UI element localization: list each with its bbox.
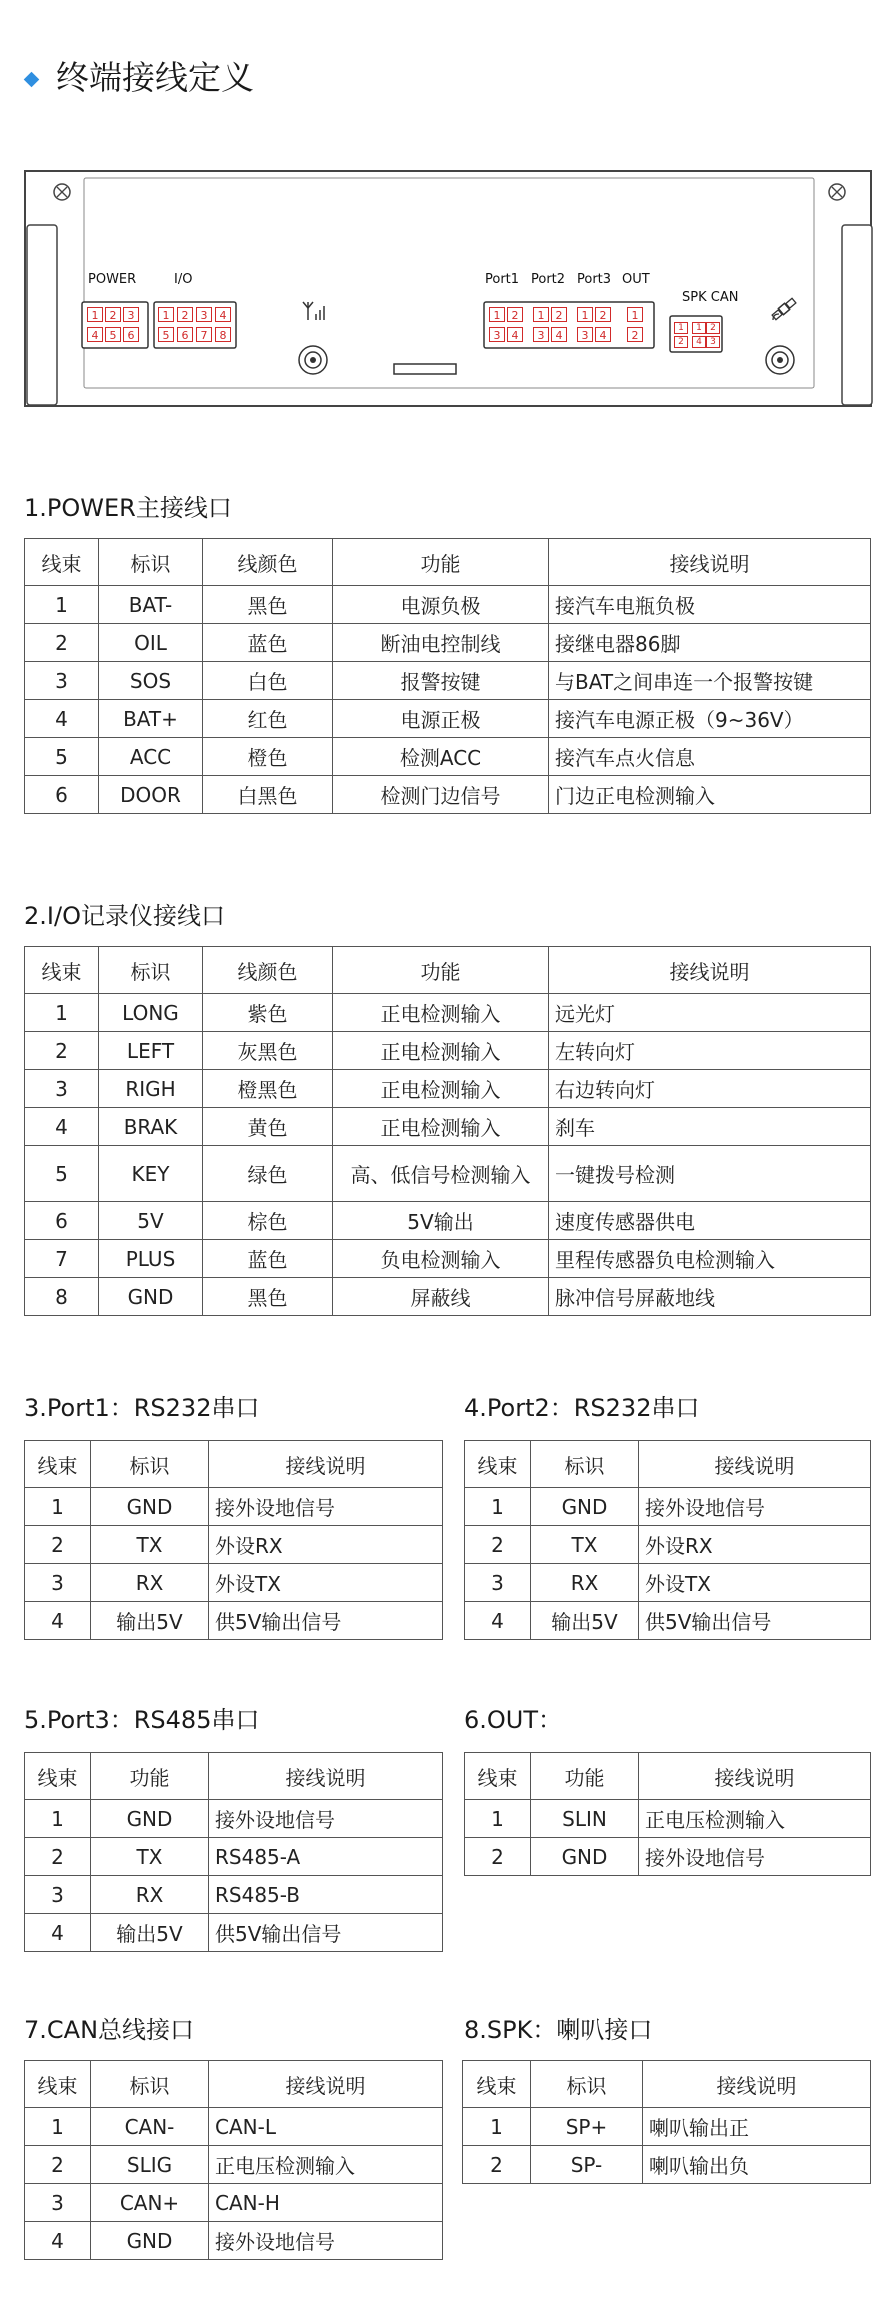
cell: 接汽车电瓶负极 (549, 586, 871, 624)
port1-table (24, 1440, 443, 1640)
header-cell: 接线说明 (643, 2061, 871, 2108)
cell: 6 (25, 776, 99, 814)
cell: 电源正极 (333, 700, 549, 738)
cell: 2 (25, 624, 99, 662)
port2-section-title: 4.Port2：RS232串口 (464, 1394, 700, 1422)
cell: 屏蔽线 (333, 1278, 549, 1316)
can-table (24, 2060, 443, 2260)
cell: 供5V输出信号 (639, 1602, 871, 1640)
table-row (25, 662, 871, 700)
cell: 喇叭输出负 (643, 2146, 871, 2184)
header-cell: 线束 (463, 2061, 531, 2108)
out-section-title: 6.OUT： (464, 1706, 563, 1734)
spk-can-label: SPK CAN (682, 290, 739, 305)
spk-section-title: 8.SPK：喇叭接口 (464, 2016, 653, 2044)
port1-pin: 4 (507, 327, 523, 342)
table-row (25, 1278, 871, 1316)
table-row (465, 1838, 871, 1876)
can-pin: 1 (692, 322, 706, 334)
cell: 供5V输出信号 (209, 1914, 443, 1952)
spk-table (462, 2060, 871, 2184)
cell: SP- (531, 2146, 643, 2184)
table-row (25, 1240, 871, 1278)
power-port-label: POWER (88, 272, 137, 287)
cell: LONG (99, 994, 203, 1032)
port2-table (464, 1440, 871, 1640)
cell: 1 (25, 1800, 91, 1838)
header-cell: 线束 (465, 1753, 531, 1800)
cell: 白黑色 (203, 776, 333, 814)
cell: 远光灯 (549, 994, 871, 1032)
cell: 刹车 (549, 1108, 871, 1146)
can-pin: 4 (692, 336, 706, 348)
cell: 接外设地信号 (639, 1488, 871, 1526)
port1-pin: 3 (489, 327, 505, 342)
cell: TX (91, 1526, 209, 1564)
header-cell: 线束 (25, 1753, 91, 1800)
io-pin: 4 (215, 307, 231, 322)
table-row (465, 1526, 871, 1564)
antenna-signal-icon (302, 298, 328, 324)
cell: GND (99, 1278, 203, 1316)
port2-label: Port2 (531, 272, 566, 287)
cell: RX (91, 1876, 209, 1914)
cell: 3 (465, 1564, 531, 1602)
cell: KEY (99, 1146, 203, 1202)
header-cell: 线颜色 (203, 947, 333, 994)
cell: SLIN (531, 1800, 639, 1838)
cell: 2 (463, 2146, 531, 2184)
cell: 5V输出 (333, 1202, 549, 1240)
cell: CAN- (91, 2108, 209, 2146)
table-row (465, 1564, 871, 1602)
screw-icon (829, 184, 845, 200)
cell: OIL (99, 624, 203, 662)
cell: 2 (25, 1526, 91, 1564)
table-header-row (25, 947, 871, 994)
cell: BAT+ (99, 700, 203, 738)
cell: 外设RX (209, 1526, 443, 1564)
header-cell: 标识 (99, 947, 203, 994)
port3-pin: 1 (577, 307, 593, 322)
cell: 3 (25, 2184, 91, 2222)
cell: 脉冲信号屏蔽地线 (549, 1278, 871, 1316)
cell: 4 (465, 1602, 531, 1640)
cell: 接外设地信号 (209, 2222, 443, 2260)
table-row (465, 1800, 871, 1838)
cell: CAN-L (209, 2108, 443, 2146)
header-cell: 接线说明 (639, 1753, 871, 1800)
cell: RX (531, 1564, 639, 1602)
cell: 3 (25, 1564, 91, 1602)
power-pin: 1 (87, 307, 103, 322)
header-cell: 接线说明 (639, 1441, 871, 1488)
cell: 7 (25, 1240, 99, 1278)
port3-pin: 4 (595, 327, 611, 342)
cell: 右边转向灯 (549, 1070, 871, 1108)
cell: 正电检测输入 (333, 1032, 549, 1070)
cell: 检测门边信号 (333, 776, 549, 814)
cell: 断油电控制线 (333, 624, 549, 662)
table-header-row (25, 1441, 443, 1488)
cell: 正电压检测输入 (639, 1800, 871, 1838)
cell: 4 (25, 700, 99, 738)
header-cell: 接线说明 (209, 1441, 443, 1488)
cell: CAN+ (91, 2184, 209, 2222)
cell: 3 (25, 1070, 99, 1108)
port2-pin: 3 (533, 327, 549, 342)
cell: SLIG (91, 2146, 209, 2184)
header-cell: 线束 (25, 1441, 91, 1488)
cell: 2 (25, 2146, 91, 2184)
io-pin: 8 (215, 327, 231, 342)
header-cell: 接线说明 (209, 2061, 443, 2108)
table-row (25, 1488, 443, 1526)
table-row (25, 1876, 443, 1914)
out-pin: 1 (627, 307, 643, 322)
device-panel-diagram (24, 170, 874, 410)
cell: ACC (99, 738, 203, 776)
cell: GND (531, 1838, 639, 1876)
gps-satellite-icon (769, 294, 799, 324)
cell: 接继电器86脚 (549, 624, 871, 662)
cell: 正电检测输入 (333, 1070, 549, 1108)
table-row (463, 2108, 871, 2146)
table-row (25, 700, 871, 738)
io-pin: 5 (158, 327, 174, 342)
table-header-row (25, 1753, 443, 1800)
cell: 4 (25, 2222, 91, 2260)
cell: 5V (99, 1202, 203, 1240)
header-cell: 功能 (531, 1753, 639, 1800)
io-section-title: 2.I/O记录仪接线口 (24, 902, 225, 930)
cell: BRAK (99, 1108, 203, 1146)
table-header-row (463, 2061, 871, 2108)
port1-label: Port1 (485, 272, 520, 287)
out-table (464, 1752, 871, 1876)
port1-pin: 1 (489, 307, 505, 322)
cell: 2 (25, 1838, 91, 1876)
cell: PLUS (99, 1240, 203, 1278)
cell: 输出5V (91, 1602, 209, 1640)
power-section-title: 1.POWER主接线口 (24, 494, 232, 522)
power-table (24, 538, 871, 814)
cell: 1 (25, 586, 99, 624)
power-pin: 3 (123, 307, 139, 322)
cell: 正电压检测输入 (209, 2146, 443, 2184)
header-cell: 功能 (333, 947, 549, 994)
table-row (25, 1838, 443, 1876)
table-row (25, 1564, 443, 1602)
cell: 4 (25, 1914, 91, 1952)
cell: GND (531, 1488, 639, 1526)
table-row (25, 776, 871, 814)
header-cell: 接线说明 (209, 1753, 443, 1800)
cell: 接外设地信号 (639, 1838, 871, 1876)
cell: SP+ (531, 2108, 643, 2146)
io-pin: 6 (177, 327, 193, 342)
header-cell: 线颜色 (203, 539, 333, 586)
out-pin: 2 (627, 327, 643, 342)
cell: 左转向灯 (549, 1032, 871, 1070)
cell: 接汽车点火信息 (549, 738, 871, 776)
cell: 蓝色 (203, 624, 333, 662)
header-cell: 标识 (99, 539, 203, 586)
cell: 正电检测输入 (333, 994, 549, 1032)
cell: 5 (25, 1146, 99, 1202)
cell: 负电检测输入 (333, 1240, 549, 1278)
port3-table (24, 1752, 443, 1952)
cell: 紫色 (203, 994, 333, 1032)
device-outline (24, 170, 874, 410)
power-pin: 6 (123, 327, 139, 342)
table-row (25, 1202, 871, 1240)
header-cell: 线束 (25, 947, 99, 994)
cell: 正电检测输入 (333, 1108, 549, 1146)
cell: 黑色 (203, 1278, 333, 1316)
table-row (25, 994, 871, 1032)
cell: 报警按键 (333, 662, 549, 700)
header-cell: 标识 (531, 1441, 639, 1488)
cell: GND (91, 1800, 209, 1838)
header-cell: 功能 (333, 539, 549, 586)
io-pin: 1 (158, 307, 174, 322)
header-cell: 标识 (531, 2061, 643, 2108)
table-row (465, 1602, 871, 1640)
cell: BAT- (99, 586, 203, 624)
cell: 橙黑色 (203, 1070, 333, 1108)
cell: RX (91, 1564, 209, 1602)
table-row (463, 2146, 871, 2184)
cell: 棕色 (203, 1202, 333, 1240)
cell: 4 (25, 1108, 99, 1146)
table-row (25, 1146, 871, 1202)
cell: 门边正电检测输入 (549, 776, 871, 814)
header-cell: 功能 (91, 1753, 209, 1800)
cell: TX (531, 1526, 639, 1564)
io-pin: 7 (196, 327, 212, 342)
table-row (25, 2184, 443, 2222)
cell: 8 (25, 1278, 99, 1316)
table-row (25, 1032, 871, 1070)
can-section-title: 7.CAN总线接口 (24, 2016, 195, 2044)
cell: 1 (25, 2108, 91, 2146)
cell: 6 (25, 1202, 99, 1240)
cell: 1 (463, 2108, 531, 2146)
cell: 红色 (203, 700, 333, 738)
cell: 一键拨号检测 (549, 1146, 871, 1202)
table-row (25, 2146, 443, 2184)
port3-pin: 2 (595, 307, 611, 322)
cell: 输出5V (531, 1602, 639, 1640)
cell: 接汽车电源正极（9~36V） (549, 700, 871, 738)
cell: 外设TX (639, 1564, 871, 1602)
port3-label: Port3 (577, 272, 612, 287)
cell: 检测ACC (333, 738, 549, 776)
cell: 接外设地信号 (209, 1488, 443, 1526)
port2-pin: 1 (533, 307, 549, 322)
can-pin: 2 (706, 322, 720, 334)
cell: 灰黑色 (203, 1032, 333, 1070)
table-row (25, 586, 871, 624)
power-pin: 4 (87, 327, 103, 342)
io-pin: 2 (177, 307, 193, 322)
cell: 2 (25, 1032, 99, 1070)
cell: 5 (25, 738, 99, 776)
cell: TX (91, 1838, 209, 1876)
port2-pin: 4 (551, 327, 567, 342)
table-header-row (25, 2061, 443, 2108)
title-bullet-icon (24, 72, 40, 88)
header-cell: 线束 (25, 539, 99, 586)
port2-pin: 2 (551, 307, 567, 322)
cell: RS485-B (209, 1876, 443, 1914)
table-row (25, 738, 871, 776)
port3-pin: 3 (577, 327, 593, 342)
header-cell: 接线说明 (549, 947, 871, 994)
table-row (25, 1070, 871, 1108)
cell: 供5V输出信号 (209, 1602, 443, 1640)
out-port-label: OUT (622, 272, 650, 287)
page-title: 终端接线定义 (56, 58, 254, 97)
cell: 速度传感器供电 (549, 1202, 871, 1240)
port1-pin: 2 (507, 307, 523, 322)
table-row (465, 1488, 871, 1526)
cell: LEFT (99, 1032, 203, 1070)
cell: 喇叭输出正 (643, 2108, 871, 2146)
table-row (25, 2108, 443, 2146)
io-pin: 3 (196, 307, 212, 322)
cell: 4 (25, 1602, 91, 1640)
cell: RIGH (99, 1070, 203, 1108)
cell: 接外设地信号 (209, 1800, 443, 1838)
port1-section-title: 3.Port1：RS232串口 (24, 1394, 260, 1422)
cell: 黑色 (203, 586, 333, 624)
header-cell: 标识 (91, 1441, 209, 1488)
cell: CAN-H (209, 2184, 443, 2222)
cell: 外设RX (639, 1526, 871, 1564)
cell: 黄色 (203, 1108, 333, 1146)
port3-section-title: 5.Port3：RS485串口 (24, 1706, 260, 1734)
table-header-row (25, 539, 871, 586)
screw-icon (54, 184, 70, 200)
table-row (25, 1800, 443, 1838)
table-row (25, 624, 871, 662)
table-header-row (465, 1753, 871, 1800)
cell: DOOR (99, 776, 203, 814)
table-row (25, 2222, 443, 2260)
cell: 白色 (203, 662, 333, 700)
cell: 1 (25, 1488, 91, 1526)
power-pin: 2 (105, 307, 121, 322)
cell: GND (91, 1488, 209, 1526)
header-cell: 接线说明 (549, 539, 871, 586)
cell: 2 (465, 1526, 531, 1564)
cell: 外设TX (209, 1564, 443, 1602)
spk-pin: 2 (674, 336, 688, 348)
cell: GND (91, 2222, 209, 2260)
cell: 3 (25, 662, 99, 700)
table-row (25, 1526, 443, 1564)
cell: 与BAT之间串连一个报警按键 (549, 662, 871, 700)
cell: 蓝色 (203, 1240, 333, 1278)
cell: 1 (465, 1488, 531, 1526)
cell: SOS (99, 662, 203, 700)
io-table (24, 946, 871, 1316)
table-header-row (465, 1441, 871, 1488)
cell: 电源负极 (333, 586, 549, 624)
cell: 里程传感器负电检测输入 (549, 1240, 871, 1278)
cell: RS485-A (209, 1838, 443, 1876)
cell: 橙色 (203, 738, 333, 776)
cell: 1 (25, 994, 99, 1032)
header-cell: 线束 (25, 2061, 91, 2108)
spk-pin: 1 (674, 322, 688, 334)
table-row (25, 1108, 871, 1146)
io-port-label: I/O (174, 272, 193, 287)
cell: 2 (465, 1838, 531, 1876)
cell: 绿色 (203, 1146, 333, 1202)
cell: 输出5V (91, 1914, 209, 1952)
header-cell: 线束 (465, 1441, 531, 1488)
table-row (25, 1602, 443, 1640)
can-pin: 3 (706, 336, 720, 348)
power-pin: 5 (105, 327, 121, 342)
header-cell: 标识 (91, 2061, 209, 2108)
cell: 高、低信号检测输入 (333, 1146, 549, 1202)
table-row (25, 1914, 443, 1952)
cell: 3 (25, 1876, 91, 1914)
cell: 1 (465, 1800, 531, 1838)
